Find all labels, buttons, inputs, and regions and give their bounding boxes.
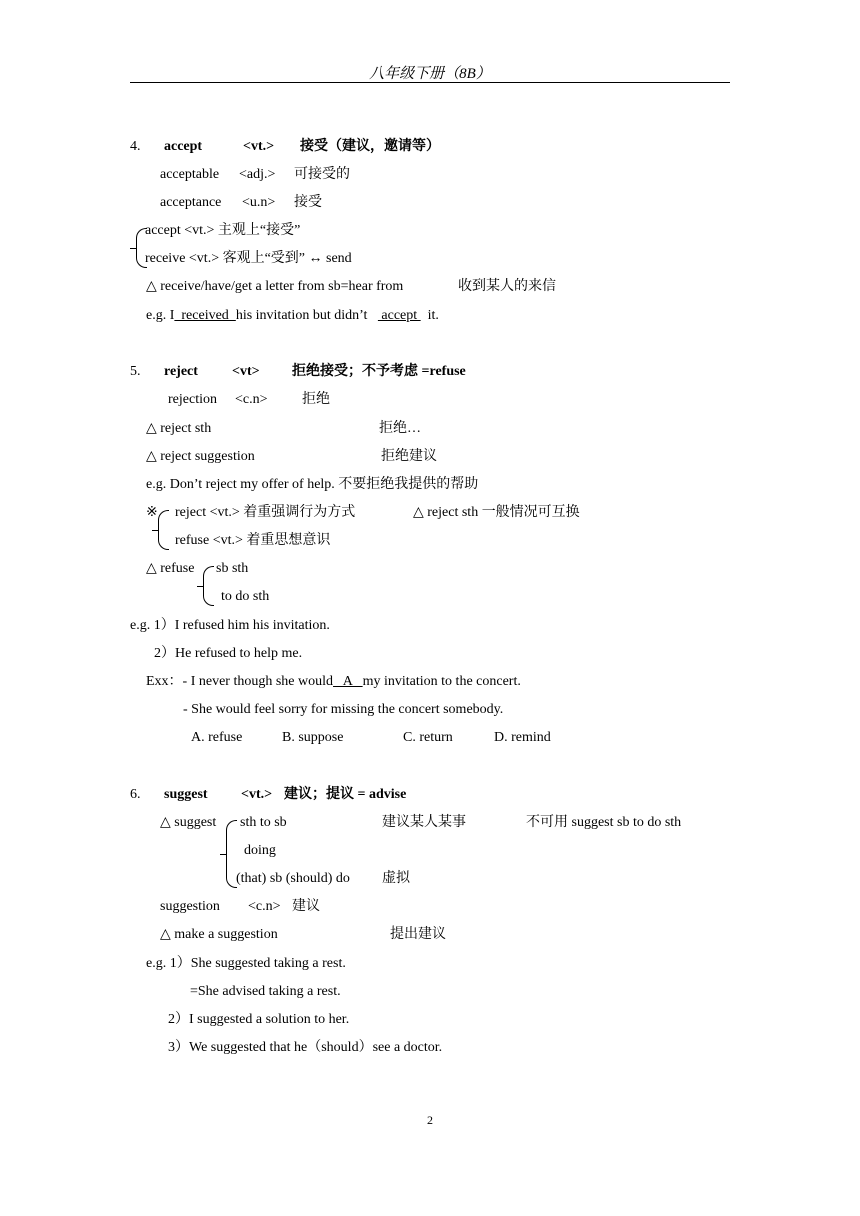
- answer-option: B. suppose: [282, 730, 344, 745]
- usage-meaning: 收到某人的来信: [458, 279, 556, 294]
- usage-option: sth to sb: [240, 815, 287, 830]
- example-text: e.g. I: [146, 308, 175, 323]
- example-text: it.: [427, 308, 439, 323]
- example-sentence: 3）We suggested that he（should）see a doctor.: [168, 1040, 443, 1055]
- example-sentence: =She advised taking a rest.: [190, 984, 341, 999]
- note-line: reject <vt.> 着重强调行为方式: [175, 505, 356, 520]
- derived-word: acceptable: [160, 167, 220, 182]
- answer-blank: A: [333, 674, 363, 689]
- usage-meaning: 虚拟: [382, 871, 410, 886]
- usage-phrase: △ reject suggestion: [146, 449, 255, 464]
- headword-meaning: 接受（建议，邀请等）: [300, 139, 440, 154]
- answer-blank: accept: [377, 308, 421, 323]
- derived-meaning: 可接受的: [294, 167, 350, 182]
- usage-meaning: 拒绝建议: [381, 449, 437, 464]
- headword-meaning: 拒绝接受；不予考虑 =refuse: [292, 364, 466, 379]
- derived-pos: <c.n>: [235, 392, 268, 407]
- answer-blank: received: [174, 308, 236, 323]
- usage-option: sb sth: [216, 561, 249, 576]
- derived-meaning: 接受: [294, 195, 322, 210]
- usage-meaning: 建议某人某事: [382, 815, 466, 830]
- page-header: 八年级下册（8B）: [369, 66, 491, 82]
- answer-option: A. refuse: [191, 730, 243, 745]
- usage-phrase: △ make a suggestion: [160, 927, 278, 942]
- example-sentence: e.g. Don’t reject my offer of help. 不要拒绝我提供的帮助: [146, 477, 479, 492]
- usage-option: doing: [244, 843, 276, 858]
- note-line-extra: △ reject sth 一般情况可互换: [413, 505, 580, 520]
- part-of-speech: <vt.>: [243, 139, 275, 154]
- comparison-line: accept <vt.> 主观上“接受”: [145, 223, 301, 238]
- usage-phrase: △ reject sth: [146, 421, 212, 436]
- header-rule: [130, 82, 730, 83]
- example-sentence: [146, 307, 439, 325]
- note-line: refuse <vt.> 着重思想意识: [175, 533, 331, 548]
- exercise-text: my invitation to the concert.: [362, 674, 521, 689]
- usage-option: (that) sb (should) do: [236, 871, 350, 886]
- answer-option: D. remind: [494, 730, 551, 745]
- example-sentence: e.g. 1）I refused him his invitation.: [130, 618, 330, 633]
- usage-meaning: 提出建议: [390, 927, 446, 942]
- headword-meaning: 建议；提议 = advise: [284, 787, 407, 802]
- brace: [203, 566, 214, 606]
- note-mark: ※: [146, 505, 158, 520]
- derived-word: acceptance: [160, 195, 222, 210]
- comparison-line: receive <vt.> 客观上“受到” ↔ send: [145, 251, 352, 266]
- exercise-question: - She would feel sorry for missing the concert somebody.: [183, 702, 504, 717]
- exercise-question: [146, 673, 521, 691]
- usage-phrase: △ receive/have/get a letter from sb=hear from: [146, 279, 404, 294]
- exercise-text: Exx：- I never though she would: [146, 674, 334, 689]
- part-of-speech: <vt.>: [241, 787, 273, 802]
- headword: accept: [164, 139, 203, 154]
- derived-pos: <adj.>: [239, 167, 276, 182]
- usage-phrase: △ refuse: [146, 561, 195, 576]
- example-sentence: 2）I suggested a solution to her.: [168, 1012, 350, 1027]
- example-sentence: e.g. 1）She suggested taking a rest.: [146, 956, 346, 971]
- headword: suggest: [164, 787, 208, 802]
- usage-note: 不可用 suggest sb to do sth: [526, 815, 682, 830]
- headword: reject: [164, 364, 198, 379]
- brace: [158, 510, 169, 550]
- entry-number: 4.: [130, 139, 141, 154]
- page-number: 2: [427, 1113, 433, 1127]
- part-of-speech: <vt>: [232, 364, 260, 379]
- derived-word: rejection: [168, 392, 217, 407]
- entry-number: 6.: [130, 787, 141, 802]
- derived-word: suggestion: [160, 899, 220, 914]
- entry-number: 5.: [130, 364, 141, 379]
- derived-pos: <c.n>: [248, 899, 281, 914]
- usage-phrase: △ suggest: [160, 815, 217, 830]
- derived-pos: <u.n>: [242, 195, 276, 210]
- derived-meaning: 拒绝: [302, 392, 330, 407]
- example-text: his invitation but didn’t: [235, 308, 368, 323]
- derived-meaning: 建议: [292, 899, 320, 914]
- usage-meaning: 拒绝…: [379, 421, 421, 436]
- example-sentence: 2）He refused to help me.: [154, 646, 303, 661]
- answer-option: C. return: [403, 730, 453, 745]
- usage-option: to do sth: [221, 589, 270, 604]
